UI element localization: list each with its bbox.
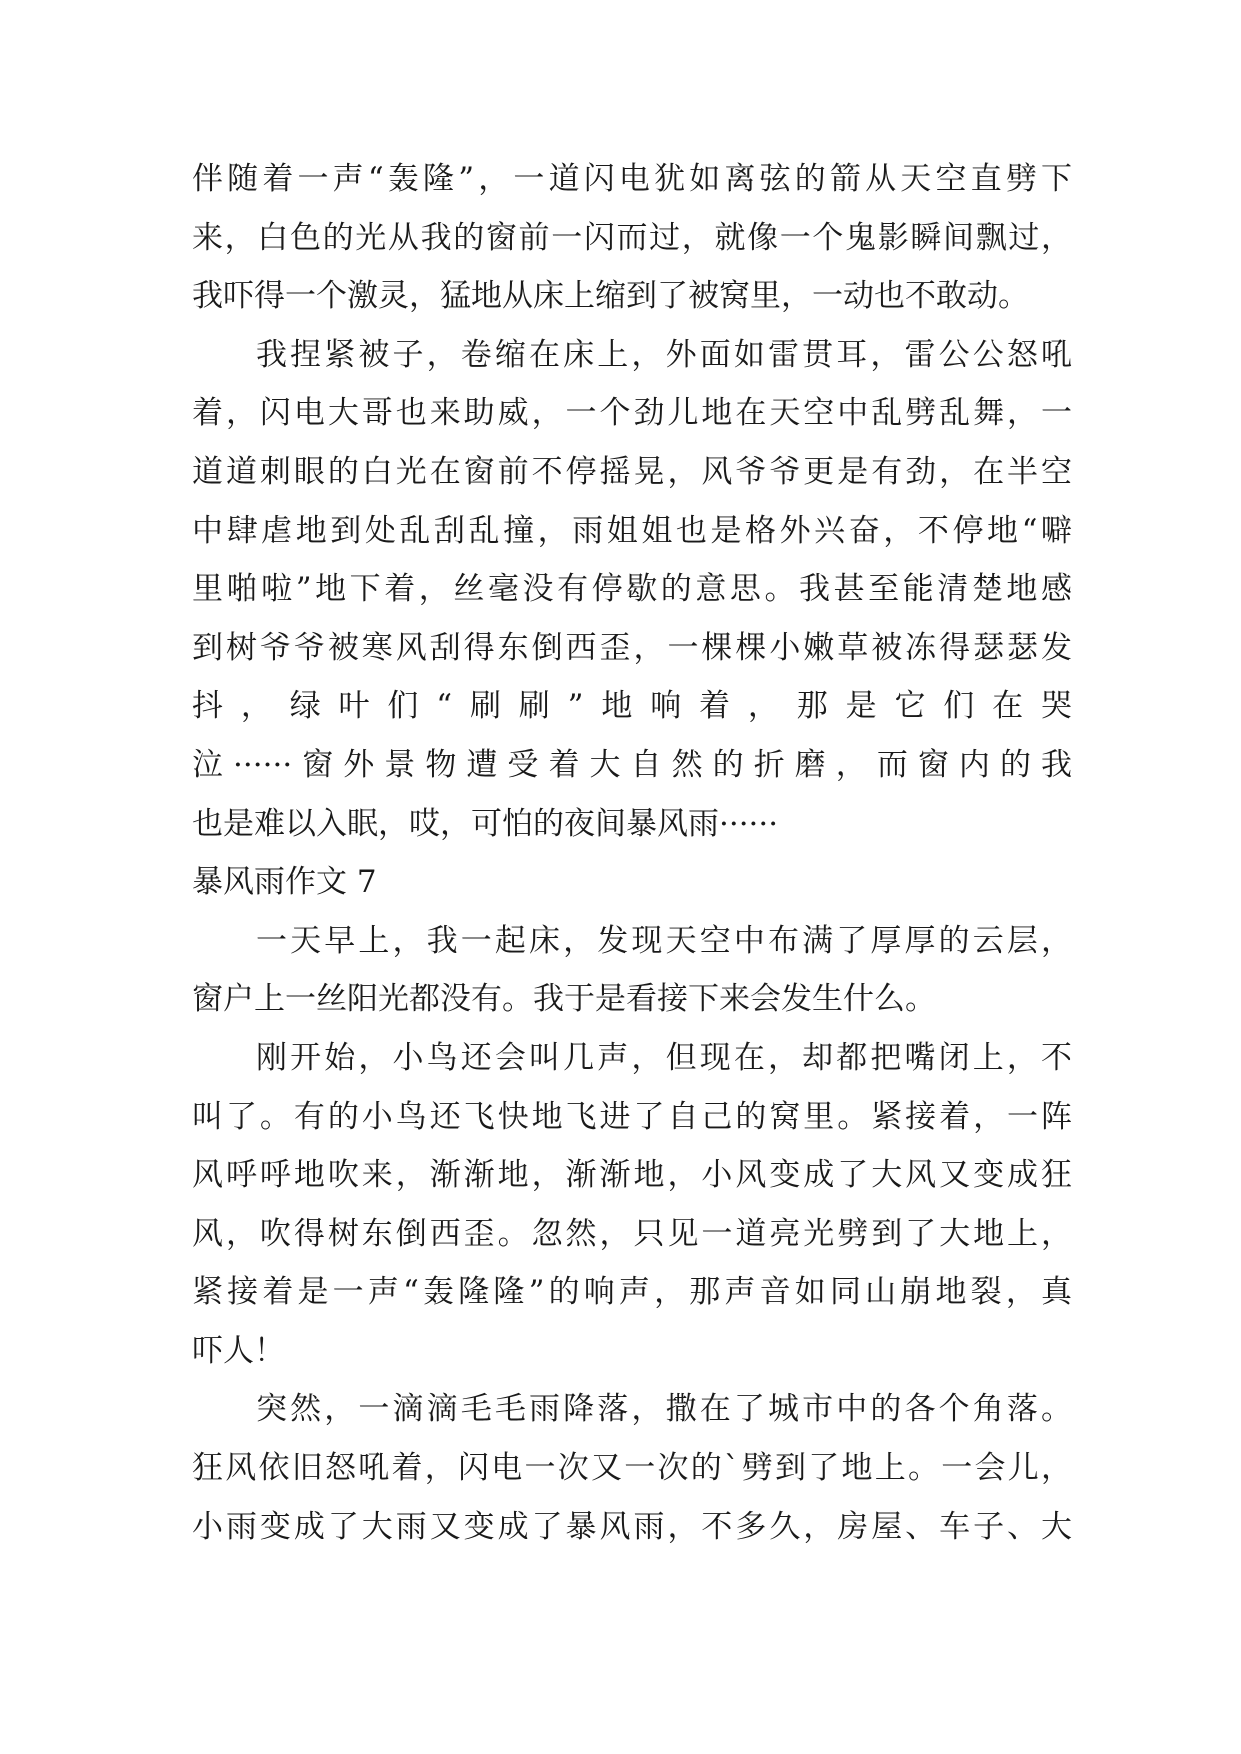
text-line: 到树爷爷被寒风刮得东倒西歪，一棵棵小嫩草被冻得瑟瑟发	[192, 629, 1072, 666]
text-line: 一天早上，我一起床，发现天空中布满了厚厚的云层，	[256, 922, 1072, 959]
paragraph	[192, 1380, 1072, 1556]
paragraph	[192, 1029, 1072, 1381]
text-line: 里啪啦”地下着，丝毫没有停歇的意思。我甚至能清楚地感	[192, 571, 1072, 608]
text-line: 风，吹得树东倒西歪。忽然，只见一道亮光劈到了大地上，	[192, 1215, 1072, 1252]
text-line: 中肆虐地到处乱刮乱撞，雨姐姐也是格外兴奋，不停地“噼	[192, 512, 1072, 549]
text-line: 泣······窗外景物遭受着大自然的折磨，而窗内的我	[192, 746, 1072, 783]
paragraph	[192, 912, 1072, 1029]
text-line: 突然，一滴滴毛毛雨降落，撒在了城市中的各个角落。	[256, 1391, 1072, 1428]
paragraph	[192, 150, 1072, 326]
text-line: 来，白色的光从我的窗前一闪而过，就像一个鬼影瞬间飘过，	[192, 219, 1072, 256]
text-line: 小雨变成了大雨又变成了暴风雨，不多久，房屋、车子、大	[192, 1508, 1072, 1545]
text-line: 道道刺眼的白光在窗前不停摇晃，风爷爷更是有劲，在半空	[192, 453, 1072, 490]
text-line: 刚开始，小鸟还会叫几声，但现在，却都把嘴闭上，不	[256, 1039, 1072, 1076]
paragraph	[192, 326, 1072, 853]
text-line: 我吓得一个激灵，猛地从床上缩到了被窝里，一动也不敢动。	[192, 278, 1029, 315]
text-line: 窗户上一丝阳光都没有。我于是看接下来会发生什么。	[192, 981, 936, 1018]
text-line: 紧接着是一声“轰隆隆”的响声，那声音如同山崩地裂，真	[192, 1274, 1072, 1311]
text-line: 抖，绿叶们“刷刷”地响着，那是它们在哭	[192, 688, 1072, 725]
text-line: 也是难以入眠，哎，可怕的夜间暴风雨······	[192, 805, 779, 842]
text-line: 吓人！	[192, 1332, 285, 1369]
text-line: 叫了。有的小鸟还飞快地飞进了自己的窝里。紧接着，一阵	[192, 1098, 1072, 1135]
text-line: 着，闪电大哥也来助威，一个劲儿地在天空中乱劈乱舞，一	[192, 395, 1072, 432]
text-line: 我捏紧被子，卷缩在床上，外面如雷贯耳，雷公公怒吼	[256, 336, 1072, 373]
section-heading: 暴风雨作文 7	[192, 864, 377, 901]
document-page	[192, 150, 1072, 1556]
text-line: 狂风依旧怒吼着，闪电一次又一次的`劈到了地上。一会儿，	[192, 1450, 1072, 1487]
text-line: 伴随着一声“轰隆”，一道闪电犹如离弦的箭从天空直劈下	[192, 161, 1072, 197]
text-line: 风呼呼地吹来，渐渐地，渐渐地，小风变成了大风又变成狂	[192, 1157, 1072, 1194]
